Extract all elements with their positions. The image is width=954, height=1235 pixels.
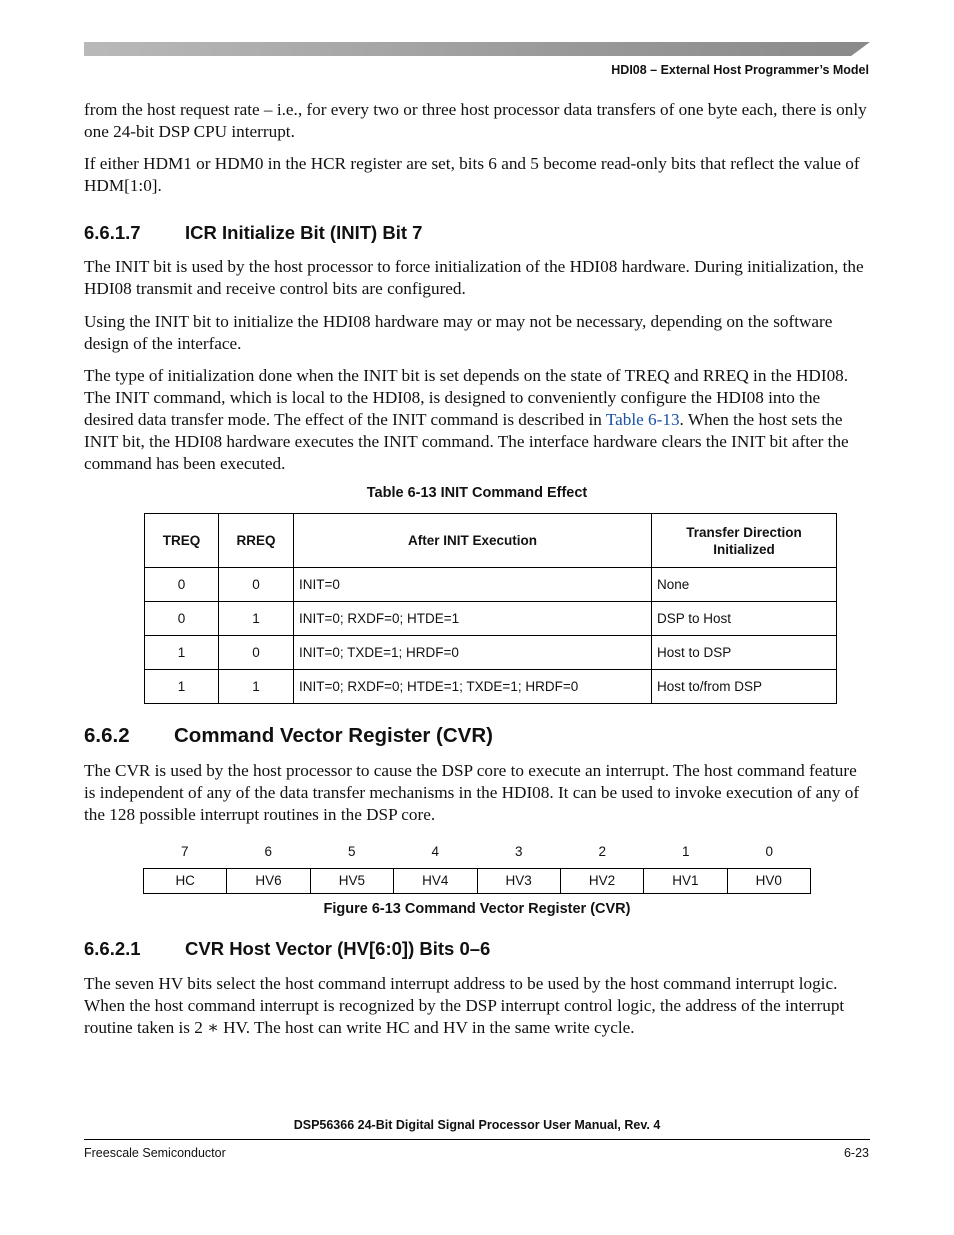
section-number: 6.6.1.7 xyxy=(84,222,141,243)
bit-field-row xyxy=(143,868,811,894)
table-row xyxy=(145,670,837,704)
text-run: The type of initialization done when the INIT bit is set depends on the state of TREQ and RREQ in the HDI08. The INIT command, which is local to the HDI08, is designed to conveniently configure the HDI08 into the desired data transfer mode. The effect of the INIT command is described in xyxy=(84,366,849,429)
bit-field: HV1 xyxy=(643,869,726,893)
bit-number: 6 xyxy=(264,844,272,859)
paragraph: If either HDM1 or HDM0 in the HCR register are set, bits 6 and 5 become read-only bits that reflect the value of HDM[1:0]. xyxy=(84,154,860,195)
cell: INIT=0 xyxy=(294,568,652,602)
cell: 1 xyxy=(145,636,219,670)
cell: Host to/from DSP xyxy=(652,670,837,704)
bit-number-row xyxy=(143,843,811,865)
bit-number: 4 xyxy=(431,844,439,859)
cell: Host to DSP xyxy=(652,636,837,670)
footer-title: DSP56366 24-Bit Digital Signal Processor User Manual, Rev. 4 xyxy=(293,1118,661,1132)
column-header: After INIT Execution xyxy=(294,514,652,568)
bit-field: HV6 xyxy=(226,869,309,893)
section-heading xyxy=(84,938,490,960)
figure-caption: Figure 6-13 Command Vector Register (CVR) xyxy=(323,901,631,917)
cell: 0 xyxy=(145,602,219,636)
table-row xyxy=(145,636,837,670)
bit-number: 0 xyxy=(765,844,773,859)
table-caption: Table 6-13 INIT Command Effect xyxy=(366,485,588,501)
bit-field: HV4 xyxy=(393,869,476,893)
bit-field: HV0 xyxy=(727,869,810,893)
cell: 1 xyxy=(219,602,294,636)
section-number: 6.6.2 xyxy=(84,724,130,747)
cell: 0 xyxy=(219,636,294,670)
header-bar xyxy=(84,42,870,56)
bit-number: 1 xyxy=(681,844,690,859)
footer-company: Freescale Semiconductor xyxy=(84,1146,226,1160)
cell: 1 xyxy=(219,670,294,704)
paragraph: The INIT bit is used by the host processor to force initialization of the HDI08 hardware. During initialization, the HDI08 transmit and receive control bits are configured. xyxy=(84,257,864,298)
section-title: CVR Host Vector (HV[6:0]) Bits 0–6 xyxy=(185,938,491,959)
text-run: . When the host sets the INIT bit, the HDI08 hardware executes the INIT command. The interface hardware clears the INIT bit after the command has been executed. xyxy=(84,410,849,473)
section-heading xyxy=(84,724,493,748)
table-link[interactable]: Table 6-13 xyxy=(605,410,680,429)
cell: INIT=0; RXDF=0; HTDE=1; TXDE=1; HRDF=0 xyxy=(294,670,652,704)
paragraph: The CVR is used by the host processor to cause the DSP core to execute an interrupt. The host command feature is independent of any of the data transfer mechanisms in the HDI08. It can be used to invoke execution of any of the 128 possible interrupt routines in the DSP core. xyxy=(84,761,860,824)
page-number: 6-23 xyxy=(843,1146,869,1160)
paragraph: Using the INIT bit to initialize the HDI08 hardware may or may not be necessary, depending on the software design of the interface. xyxy=(84,312,833,353)
cell: 1 xyxy=(145,670,219,704)
bit-field: HV5 xyxy=(310,869,393,893)
column-header: RREQ xyxy=(219,514,294,568)
bit-number: 5 xyxy=(347,844,356,859)
section-heading xyxy=(84,222,422,244)
section-number: 6.6.2.1 xyxy=(84,938,141,959)
paragraph: from the host request rate – i.e., for every two or three host processor data transfers of one byte each, there is only one 24-bit DSP CPU interrupt. xyxy=(84,100,867,141)
running-header: HDI08 – External Host Programmer’s Model xyxy=(611,63,869,77)
cvr-register-diagram xyxy=(143,843,811,894)
paragraph: The seven HV bits select the host command interrupt address to be used by the host command interrupt logic. When the host command interrupt is recognized by the DSP interrupt control logic, the address of the interrupt routine taken is 2 ∗ HV. The host can write HC and HV in the same write cycle. xyxy=(84,974,845,1037)
cell: INIT=0; TXDE=1; HRDF=0 xyxy=(294,636,652,670)
bit-field: HV3 xyxy=(477,869,560,893)
table-row xyxy=(145,602,837,636)
cell: 0 xyxy=(219,568,294,602)
bit-field: HV2 xyxy=(560,869,643,893)
cell: None xyxy=(652,568,837,602)
footer-divider xyxy=(84,1139,870,1140)
column-header: Transfer Direction Initialized xyxy=(652,514,837,568)
bit-number: 7 xyxy=(180,844,189,859)
table-header-row xyxy=(145,514,837,568)
cell: DSP to Host xyxy=(652,602,837,636)
init-command-table xyxy=(144,513,837,704)
bit-number: 2 xyxy=(598,844,606,859)
cell: 0 xyxy=(145,568,219,602)
bit-field: HC xyxy=(175,873,195,888)
section-title: ICR Initialize Bit (INIT) Bit 7 xyxy=(185,222,423,243)
section-title: Command Vector Register (CVR) xyxy=(174,724,493,747)
table-row xyxy=(145,568,837,602)
paragraph xyxy=(84,365,870,475)
bit-number: 3 xyxy=(514,844,523,859)
column-header: TREQ xyxy=(145,514,219,568)
cell: INIT=0; RXDF=0; HTDE=1 xyxy=(294,602,652,636)
